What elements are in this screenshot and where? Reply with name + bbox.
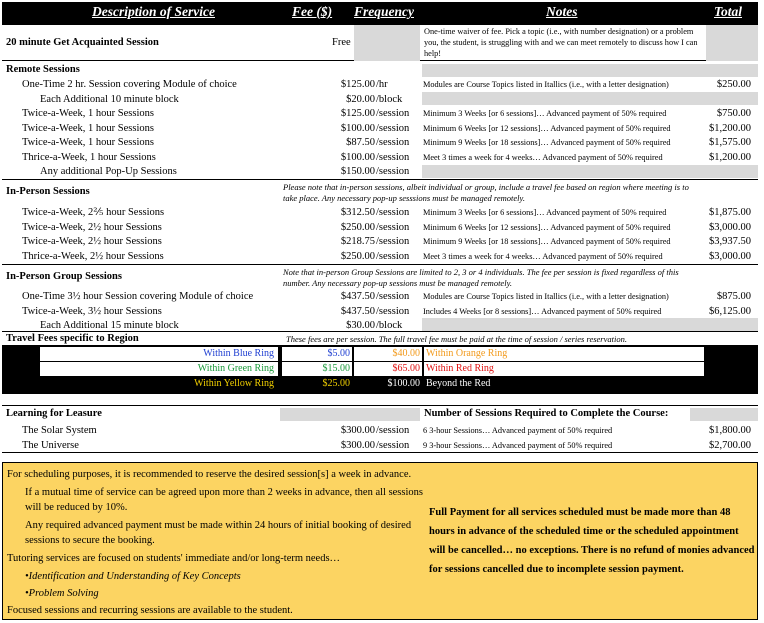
row-note: Meet 3 times a week for 4 weeks… Advanced payment of 50% required [423,251,663,261]
row-total: $2,700.00 [709,440,751,451]
policy-line-2b: will be reduced by 10%. [25,502,128,513]
header-description: Description of Service [92,4,215,19]
green-ring-fee: $15.00 [322,363,350,374]
blue-ring-label: Within Blue Ring [203,348,274,359]
blue-ring-fee: $5.00 [327,348,350,359]
row-label: The Universe [22,440,79,451]
policy-bullet-2: •Problem Solving [25,588,99,599]
row-unit: /session [376,250,410,262]
row-fee: $312.50 [340,207,375,218]
row-total: $1,200.00 [709,122,751,134]
table-row [2,165,758,179]
table-row [2,107,758,121]
row-unit: /hr [376,79,388,90]
header-total: Total [714,4,743,19]
intro-note: One-time waiver of fee. Pick a topic (i.e., with number designation) or a problem you, the student, is struggling with and we can meet remotely to discuss how I can help! [424,27,698,58]
row-note: 6 3-hour Sessions… Advanced payment of 50% required [423,426,613,435]
row-fee: $125.00 [340,79,375,90]
table-row [2,439,758,453]
row-fee: $437.50 [340,305,375,317]
leasure-title: Learning for Leasure [6,408,102,419]
table-row [2,319,758,333]
leasure-total-fill [690,408,758,421]
row-unit: /session [376,221,410,233]
row-fee: $218.75 [340,236,375,247]
row-fee: $30.00 [346,320,375,331]
table-row [2,122,758,136]
row-unit: /session [376,291,410,302]
row-unit: /session [376,236,410,247]
travel-fees-table [2,345,758,394]
intro-row [2,25,758,61]
policy-line-3a: Any required advanced payment must be made within 24 hours of initial booking of desired [25,520,412,531]
travel-title: Travel Fees specific to Region [6,333,139,344]
yellow-ring-fee: $25.00 [322,378,350,389]
row-total: $875.00 [716,291,751,302]
row-label: Each Additional 15 minute block [40,320,179,331]
row-note: Minimum 3 Weeks [or 6 sessions]… Advanced payment of 50% required [423,208,667,217]
row-unit: /session [376,122,410,134]
row-total: $1,575.00 [709,137,751,148]
row-unit: /session [376,425,410,436]
row-fee: $87.50 [346,137,375,148]
intro-fee: Free [332,37,351,48]
row-note: Meet 3 times a week for 4 weeks… Advanced payment of 50% required [423,152,663,162]
row-unit: /session [376,305,410,317]
header-fee: Fee ($) [292,4,333,19]
red-ring-label: Within Red Ring [426,363,494,374]
row-label: Twice-a-Week, 1 hour Sessions [22,122,154,134]
group-title: In-Person Group Sessions [6,271,122,282]
row-label: Twice-a-Week, 2½ hour Sessions [22,236,162,247]
row-unit: /session [376,166,410,177]
table-row [2,250,758,264]
green-ring-label: Within Green Ring [197,363,274,374]
table-row [2,151,758,165]
policy-line-5: Focused sessions and recurring sessions are available to the student. [7,605,293,616]
row-label: Twice-a-Week, 1 hour Sessions [22,137,154,148]
header-frequency: Frequency [354,4,414,19]
table-row [2,305,758,319]
row-note: 9 3-hour Sessions… Advanced payment of 50% required [423,441,613,450]
row-label: Each Additional 10 minute block [40,93,179,105]
yellow-ring-label: Within Yellow Ring [194,378,274,389]
row-fee: $20.00 [346,93,375,105]
orange-ring-fee: $40.00 [392,348,420,359]
remote-title: Remote Sessions [6,64,80,75]
row-fee: $100.00 [340,122,375,134]
row-note: Modules are Course Topics listed in Itallics (i.e., with a letter designation) [423,292,669,301]
table-row [2,78,758,92]
row-fee: $150.00 [340,166,375,177]
beyond-red-fee: $100.00 [387,378,420,389]
row-total: $750.00 [716,108,751,119]
row-label: The Solar System [22,425,97,436]
remote-header-fill [422,64,758,77]
row-label: Twice-a-Week, 1 hour Sessions [22,108,154,119]
payment-warning: Full Payment for all services scheduled must be made more than 48 hours in advance of the scheduled time or the scheduled appointment will be cancelled… no exceptions. There is no refund of monies advanced for sessions cancelled due to incomplete session payment. [429,507,755,575]
table-row [2,290,758,304]
row-note: Minimum 6 Weeks [or 12 sessions]… Advanced payment of 50% required [423,222,671,232]
row-note: Minimum 6 Weeks [or 12 sessions]… Advanced payment of 50% required [423,123,671,133]
policy-line-4: Tutoring services are focused on students' immediate and/or long-term needs… [7,553,341,564]
row-note: Modules are Course Topics listed in Itallics (i.e., with a letter designation) [423,80,669,89]
row-total: $3,000.00 [709,221,751,233]
row-label: Any additional Pop-Up Sessions [40,166,177,177]
table-header [2,2,758,25]
row-fee: $437.50 [340,291,375,302]
row-label: Twice-a-Week, 2½ hour Sessions [22,221,162,233]
row-total: $6,125.00 [709,305,751,317]
row-unit: /session [376,108,410,119]
frequency-cell [354,25,420,61]
row-unit: /session [376,137,410,148]
beyond-red-label: Beyond the Red [426,378,491,389]
row-label: Thrice-a-Week, 1 hour Sessions [22,151,156,163]
row-note: Includes 4 Weeks [or 8 sessions]… Advanced payment of 50% required [423,306,662,316]
inperson-title: In-Person Sessions [6,186,90,197]
row-fee: $250.00 [340,250,375,262]
row-fee: $300.00 [340,440,375,451]
policy-line-3b: sessions to secure the booking. [25,535,155,546]
table-row [2,235,758,249]
policy-bullet-1: •Identification and Understanding of Key Concepts [25,571,241,582]
intro-label: 20 minute Get Acquainted Session [6,37,159,48]
travel-note: These fees are per session. The full travel fee must be paid at the time of session / series reservation. [286,334,627,344]
policy-line-2a: If a mutual time of service can be agreed upon more than 2 weeks in advance, then all sessions [25,487,423,498]
orange-ring-label: Within Orange Ring [426,348,508,359]
leasure-fee-fill [280,408,420,421]
table-row [2,206,758,220]
row-unit: /session [376,440,410,451]
row-note: Minimum 3 Weeks [or 6 sessions]… Advanced payment of 50% required [423,109,667,118]
row-total: $1,800.00 [709,425,751,436]
policy-box [2,462,758,620]
row-unit: /session [376,151,410,163]
row-total: $3,937.50 [709,236,751,247]
table-row [2,136,758,150]
row-unit: /block [376,93,403,105]
header-notes: Notes [546,4,578,19]
row-label: Twice-a-Week, 3½ hour Sessions [22,305,162,317]
row-fee: $125.00 [340,108,375,119]
row-label: One-Time 3½ hour Session covering Module of choice [22,291,254,302]
inperson-note: Please note that in-person sessions, albeit individual or group, include a travel fee based on region where meeting is to take place. Any necessary pop-up sesssions must be managed remotely. [283,182,689,203]
row-fee: $100.00 [340,151,375,163]
sessions-count-title: Number of Sessions Required to Complete the Course: [424,408,669,419]
row-label: Twice-a-Week, 2⅖ hour Sessions [22,207,165,218]
row-total: $1,875.00 [709,207,751,218]
red-ring-fee: $65.00 [392,363,420,374]
policy-line-1: For scheduling purposes, it is recommended to reserve the desired session[s] a week in advance. [7,469,412,480]
row-unit: /session [376,207,410,218]
row-fee: $250.00 [340,221,375,233]
total-cell [706,25,758,61]
row-note: Minimum 9 Weeks [or 18 sessions]… Advanced payment of 50% required [423,138,671,147]
table-row [2,424,758,438]
table-row [2,93,758,107]
group-note: Note that in-person Group Sessions are limited to 2, 3 or 4 individuals. The fee per session is fixed regardless of this number. Any necessary pop-up sessions must be managed remotely. [283,267,679,288]
row-note: Minimum 9 Weeks [or 18 sessions]… Advanced payment of 50% required [423,237,671,246]
row-fee: $300.00 [340,425,375,436]
row-label: Thrice-a-Week, 2½ hour Sessions [22,250,164,262]
row-unit: /block [376,320,403,331]
row-total: $1,200.00 [709,151,751,163]
row-label: One-Time 2 hr. Session covering Module of choice [22,79,237,90]
row-total: $3,000.00 [709,250,751,262]
row-total: $250.00 [716,79,751,90]
table-row [2,221,758,235]
